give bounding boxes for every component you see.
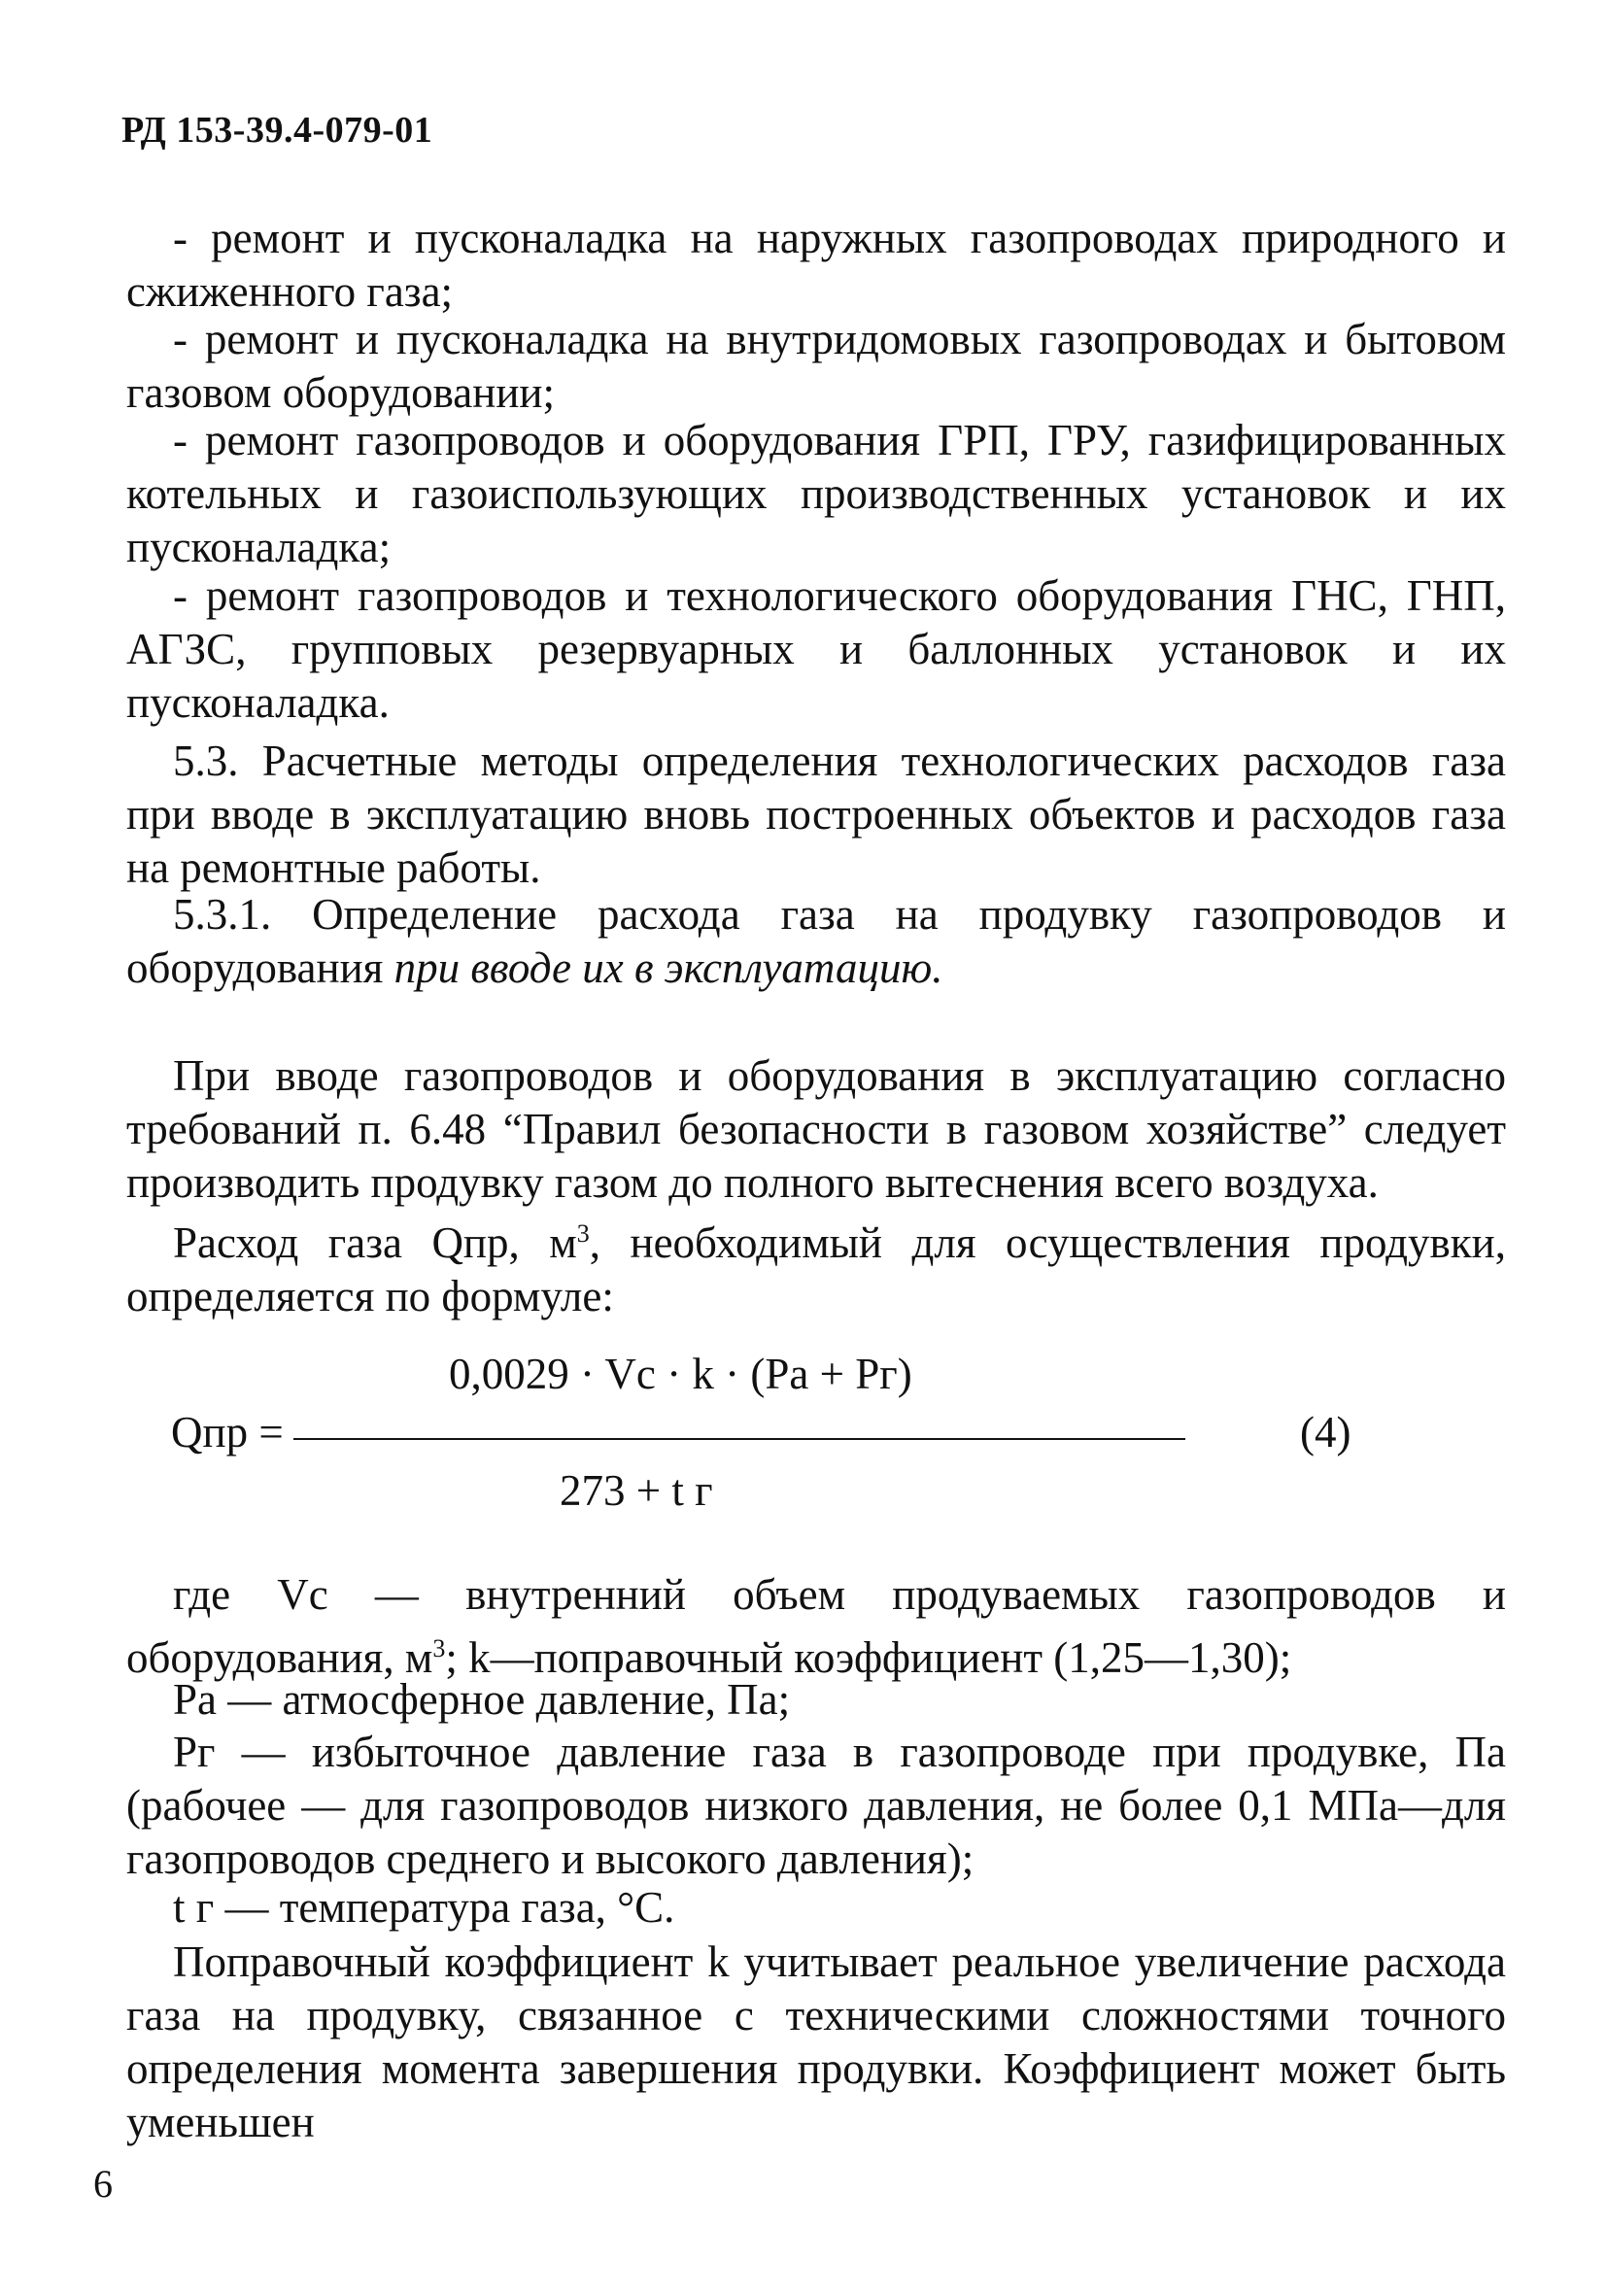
cubic-superscript-2: 3 <box>432 1634 446 1662</box>
list-item-grp-gru-equipment: - ремонт газопроводов и оборудования ГРП, ГРУ, газифицированных котельных и газоиспользующих производственных установок и их пусконаладка; <box>126 416 1506 571</box>
document-code: РД 153-39.4-079-01 <box>121 110 433 151</box>
section-5-3-1-italic: при вводе их в эксплуатацию. <box>393 943 943 992</box>
list-item-gns-gnp-equipment: - ремонт газопроводов и технологического оборудования ГНС, ГНП, АГЗС, групповых резервуарных и баллонных установок и их пусконаладка. <box>126 571 1506 727</box>
formula-lhs: Qпр = <box>171 1408 284 1456</box>
definition-pg: Pг — избыточное давление газа в газопроводе при продувке, Па (рабочее — для газопроводов низкого давления, не более 0,1 МПа—для газопроводов среднего и высокого давления); <box>126 1728 1506 1883</box>
gas-flow-text-end: , необходимый для осуществления продувки, определяется по формуле: <box>126 1218 1506 1320</box>
paragraph-commissioning-purge: При вводе газопроводов и оборудования в эксплуатацию согласно требований п. 6.48 “Правил безопасности в газовом хозяйстве” следует производить продувку газом до полного вытеснения всего воздуха. <box>126 1051 1506 1207</box>
paragraph-gas-flow-definition <box>126 1207 1506 1323</box>
paragraph-correction-coefficient: Поправочный коэффициент k учитывает реальное увеличение расхода газа на продувку, связанное с техническими сложностями точного определения момента завершения продувки. Коэффициент может быть уменьшен <box>126 1937 1506 2146</box>
formula-denominator: 273 + t г <box>560 1466 713 1515</box>
formula-numerator: 0,0029 · Vc · k · (Pа + Pг) <box>449 1350 912 1398</box>
formula-fraction-line <box>293 1438 1185 1440</box>
list-item-outdoor-gas-pipelines: - ремонт и пусконаладка на наружных газопроводах природного и сжиженного газа; <box>126 214 1506 316</box>
definition-vc-k <box>126 1568 1506 1685</box>
section-5-3-heading: 5.3. Расчетные методы определения технологических расходов газа при вводе в эксплуатацию вновь построенных объектов и расходов газа на ремонтные работы. <box>126 737 1506 892</box>
definition-k-text: ; k—поправочный коэффициент (1,25—1,30); <box>445 1633 1292 1682</box>
section-5-3-1-text: 5.3.1. Определение расхода газа на продувку газопроводов и оборудования при вводе их в эксплуатацию. <box>126 890 1506 992</box>
formula-4 <box>126 1349 1506 1524</box>
definition-tg: t г — температура газа, °С. <box>173 1883 675 1932</box>
definition-pa: Pа — атмосферное давление, Па; <box>173 1675 791 1724</box>
definition-vc-text: где Vc — внутренний объем продуваемых газопроводов и оборудования, м <box>126 1570 1506 1682</box>
page-number: 6 <box>93 2162 113 2206</box>
gas-flow-text-start: Расход газа Qпр, м <box>173 1218 577 1267</box>
cubic-superscript: 3 <box>576 1219 590 1248</box>
section-5-3-1-heading <box>126 888 1506 995</box>
formula-number: (4) <box>1300 1408 1351 1456</box>
list-item-indoor-gas-pipelines: - ремонт и пусконаладка на внутридомовых газопроводах и бытовом газовом оборудовании; <box>126 315 1506 417</box>
